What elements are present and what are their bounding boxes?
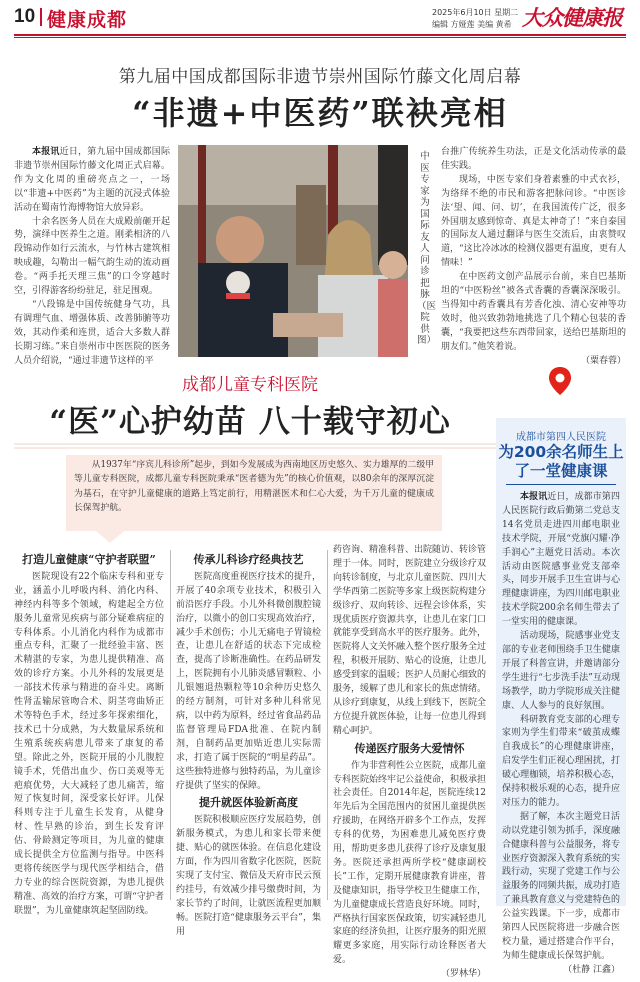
page-header <box>0 0 640 36</box>
article2-summary: 从1937年“序宾儿科诊所”起步，到如今发展成为西南地区历史悠久、实力雄厚的二级甲等儿童专科医院，成都儿童专科医院秉承“医者德为先”的核心价值观，以80余年的深厚沉淀为基石，在守护儿童健康的道路上笃定前行，用精湛医术和仁心大爱，为千万儿童的健康成长保驾护航。 <box>66 455 442 531</box>
header-rule <box>14 34 626 36</box>
paragraph <box>502 811 620 964</box>
article2-byline: （罗林华） <box>440 969 486 980</box>
paragraph: 医院高度重视医疗技术的提升，开展了40余项专业技术，积极引入前沿医疗手段。小儿外科微创腹腔镜治疗，以微小的创口实现高效治疗，减少手术创伤；小儿无痛电子胃镜检查，让患儿在舒适的状态下完成检查，提高了诊断准确性。在药品研发上，医院拥有小儿肺炎感冒颗粒、小儿银翘退热颗粒等10余种历史悠久的经方制剂，可针对多种儿科常见病，以中药为原料，经过省食品药品监督管理局FDA批准、在院内制剂，自制药品更加贴近患儿实际需求，打造了属于医院的“明星药品”。这些独特进修与独特药品，为儿童诊疗提供了坚实的保障。 <box>176 571 321 791</box>
paragraph <box>502 630 620 713</box>
article1-byline: （粟春蓉） <box>580 355 626 366</box>
article1-title: “非遗+中医药”联袂亮相 <box>132 94 508 132</box>
subheading: 传承儿科诊疗经典技艺 <box>193 553 304 566</box>
paragraph-text: 台推广传统养生功法，正是文化活动传承的最佳实践。 <box>441 147 626 171</box>
location-pin-icon <box>548 366 572 396</box>
photo-scene-illustration <box>178 145 408 357</box>
editors-credit: 编辑 方娅莲 美编 黄希 <box>432 20 512 29</box>
paragraph <box>441 174 626 271</box>
paragraph <box>14 299 170 369</box>
page-number: 10 <box>14 6 36 27</box>
lead-label: 本报讯 <box>32 147 60 157</box>
paragraph: 药咨询、精准科普、出院随访、转诊管理于一体。同时，医院建立分级诊疗双向转诊制度，与北京儿童医院、四川大学华西第二医院等多家上级医院构建分级诊疗、双向转诊、远程会诊体系，实现优质医疗资源共享，让患儿在家门口就能享受到高水平的医疗服务。此外，医院将人文关怀融入整个医疗服务全过程，积极开展防、贴心的设施，让患儿感受到家的温暖；医护人员耐心细致的服务，缓解了患儿和家长的焦虑情绪。从诊疗到康复，从线上到线下，医院全方位提升就医体验，让每一位患儿得到精心呵护。 <box>333 545 487 736</box>
paragraph: 作为非营利性公立医院，成都儿童专科医院始终牢记公益使命，积极承担社会责任。自2014年起，医院连续12年先后为全国范围内的贫困儿童提供医疗援助，在网络开辟多个工作点，发挥专科的优势，为困难患儿减免医疗费用，帮助更多患儿获得了诊疗及康复服务。医院还承担两所学校“健康副校长”工作，定期开展健康教育讲座，普及健康知识，指导学校卫生健康工作，为儿童健康成长营造良好环境。同时，严格执行国家医保政策，切实减轻患儿家庭的经济负担，让医疗服务的阳光照耀更多家庭，用实际行动诠释医者大爱。 <box>333 760 487 966</box>
paragraph-text: 活动现场，院感事业党支部的专业老师围绕手卫生健康开展了科普宣讲，并邀请部分学生进行“七步洗手法”互动现场教学，助力学院形成关注健康、人人参与的良好氛围。 <box>502 631 620 711</box>
column-divider <box>170 550 171 900</box>
paragraph-text: 近日，成都市第四人民医院行政后勤第二党总支14名党员走进四川邮电职业技术学院，开展“党旗闪耀·净手润心”主题党日活动。本次活动由医院感事业党支部牵头，同步开展手卫生宣讲与心理健康讲座，为四川邮电职业技术学院200余名师生带去了一堂实用的健康课。 <box>502 492 620 628</box>
article3-title: 为200余名师生上了一堂健康课 <box>498 443 624 480</box>
subheading: 提升就医体验新高度 <box>199 796 298 810</box>
paragraph-text: 近日，第九届中国成都国际非遗节崇州国际竹藤文化周正式启幕。作为文化周的重磅亮点之一，一场以“非遗+中医药”为主题的沉浸式体验活动在蜀南竹海博物馆大放异彩。 <box>14 147 170 213</box>
paragraph-text: 科研教育党支部的心理专家则为学生们带来“破茧成蝶 自我成长”的心理健康讲座，启发学生们正视心理困扰，打破心理枷锁，培养积极心态，保持积极乐观的心态，提升应对压力的能力。 <box>502 714 620 808</box>
article1-column-2 <box>441 146 626 366</box>
article2-kicker: 成都儿童专科医院 <box>182 375 318 395</box>
paragraph-text: 在中医药文创产品展示台前，来自巴基斯坦的“中医粉丝”被各式香囊的香囊深深吸引。当得知中药香囊具有芳香化浊、清心安神等功效时，他兴致勃勃地挑选了几个精心包装的香囊，“我要把这些东西带回家，送给巴基斯坦的朋友们。”他笑着说。 <box>441 272 626 352</box>
paragraph-text: 现场，中医专家们身着素雅的中式衣衫，为络绎不绝的市民和游客把脉问诊。“中医诊法‘望、闻、问、切’，在我国流传广泛，很多外国朋友感到惊奇、真是太神奇了！”来自泰国的国际友人通过翻译与医生交流后，由衷赞叹道，“这比冷冰冰的检测仪器更有温度，更有人情味！” <box>441 174 626 269</box>
article2-column-3 <box>333 544 487 980</box>
newspaper-brand-logo: 大众健康报 <box>522 5 622 30</box>
paragraph: 医院积极顺应医疗发展趋势，创新服务模式，为患儿和家长带来便捷、贴心的就医体验。在信息化建设方面，作为四川省数字化医院，医院实现了支付宝、微信及天府市民云预约挂号，有效减少排号缴费时间，为家长节约了时间，让就医流程更加顺畅。医院打造“健康服务云平台”，集用 <box>176 815 321 937</box>
article1-kicker: 第九届中国成都国际非遗节崇州国际竹藤文化周启幕 <box>118 67 522 87</box>
article1-column-1 <box>14 146 170 366</box>
header-divider <box>40 8 42 26</box>
header-rule-thin <box>14 37 626 38</box>
photo-caption: 中医专家为国际友人问诊把脉（医院供图） <box>417 151 437 346</box>
article3-kicker: 成都市第四人民医院 <box>516 432 606 443</box>
article1-photo <box>178 145 408 357</box>
paragraph <box>441 271 626 354</box>
section-name: 健康成都 <box>47 9 128 31</box>
subheading: 打造儿童健康“守护者联盟” <box>22 553 156 566</box>
summary-pointer <box>96 531 124 543</box>
paragraph <box>14 146 170 216</box>
paragraph <box>14 216 170 299</box>
paragraph-text: “八段锦是中国传统健身气功，具有调理气血、增强体质、改善肺腑等功效，其动作柔和连贯，适合大多数人群长期习练。”来自崇州市中医医院的医务人员介绍说，“通过非遗节这样的平 <box>14 299 170 366</box>
paragraph: 医院现设有22个临床专科和亚专业，涵盖小儿呼吸内科、消化内科、神经内科等多个领域，构建起全方位服务儿童常见疾病与部分疑难病症的专科体系。小儿消化内科作为成都市重点专科，汇聚了一批经验丰富、医术精湛的专家，为患儿提供精准、高效的诊疗方案。小儿外科的发展更是一部技术传承与精进的奋斗史。离断性肾盂输尿管吻合术、阴茎弯曲矫正术等特色手术，经过多年探索细化，技术已十分成熟，为大数量尿系统和生殖系统疾病患儿带来了康复的希望。除此之外，医院开展的小儿腹腔镜手术，凭借出血少、伤口美观等无疤痕优势，大大减轻了患儿痛苦，缩短了恢复时间，深受家长好评。儿保科则专注于儿童生长发育，从健身材、性早熟的诊治，到生长发育评估、骨龄测定等项目，为儿童的健康成长提供全方位监测与指导。中医科更将传统医学与现代医学相结合，借力专业的综合医院资源，为患儿提供精准、高效的治疗方案，可谓“守护者联盟”，为儿童健康筑起坚固防线。 <box>14 571 164 916</box>
paragraph-text: 据了解，本次主题党日活动以党建引领为抓手，深度融合健康科普与公益服务，将专业医疗资源深入教育系统的实践行动，实现了党建工作与公益服务的同频共振，成功打造了兼具教育意义与党建特色的公益实践课。下一步，成都市第四人民医院将进一步融合医校力量，通过搭建合作平台，为师生健康成长保驾护航。 <box>502 811 620 961</box>
article3-body <box>502 491 620 975</box>
article2-title: “医”心护幼苗 八十载守初心 <box>49 404 451 440</box>
paragraph <box>502 491 620 630</box>
paragraph <box>502 714 620 811</box>
column-divider <box>327 550 328 900</box>
paragraph-text: 十余名医务人员在大成殿前砸开起势，演绎中医养生之道。刚柔相济的八段锦动作如行云流水，与竹林古建筑相映成趣，勾勒出一幅气韵生动的流动画卷。“两手托天理三焦”的口令穿越时空，引得游客纷纷驻足，驻足围观。 <box>14 216 170 297</box>
issue-date: 2025年6月10日 星期二 <box>432 8 519 17</box>
article3-byline: （杜静 江鑫） <box>563 964 620 975</box>
paragraph <box>441 146 626 174</box>
article2-column-1 <box>14 550 164 916</box>
article3-title-rule <box>506 484 616 485</box>
subheading: 传递医疗服务大爱情怀 <box>354 741 465 755</box>
lead-label: 本报讯 <box>520 492 548 502</box>
article2-column-2 <box>176 550 321 937</box>
